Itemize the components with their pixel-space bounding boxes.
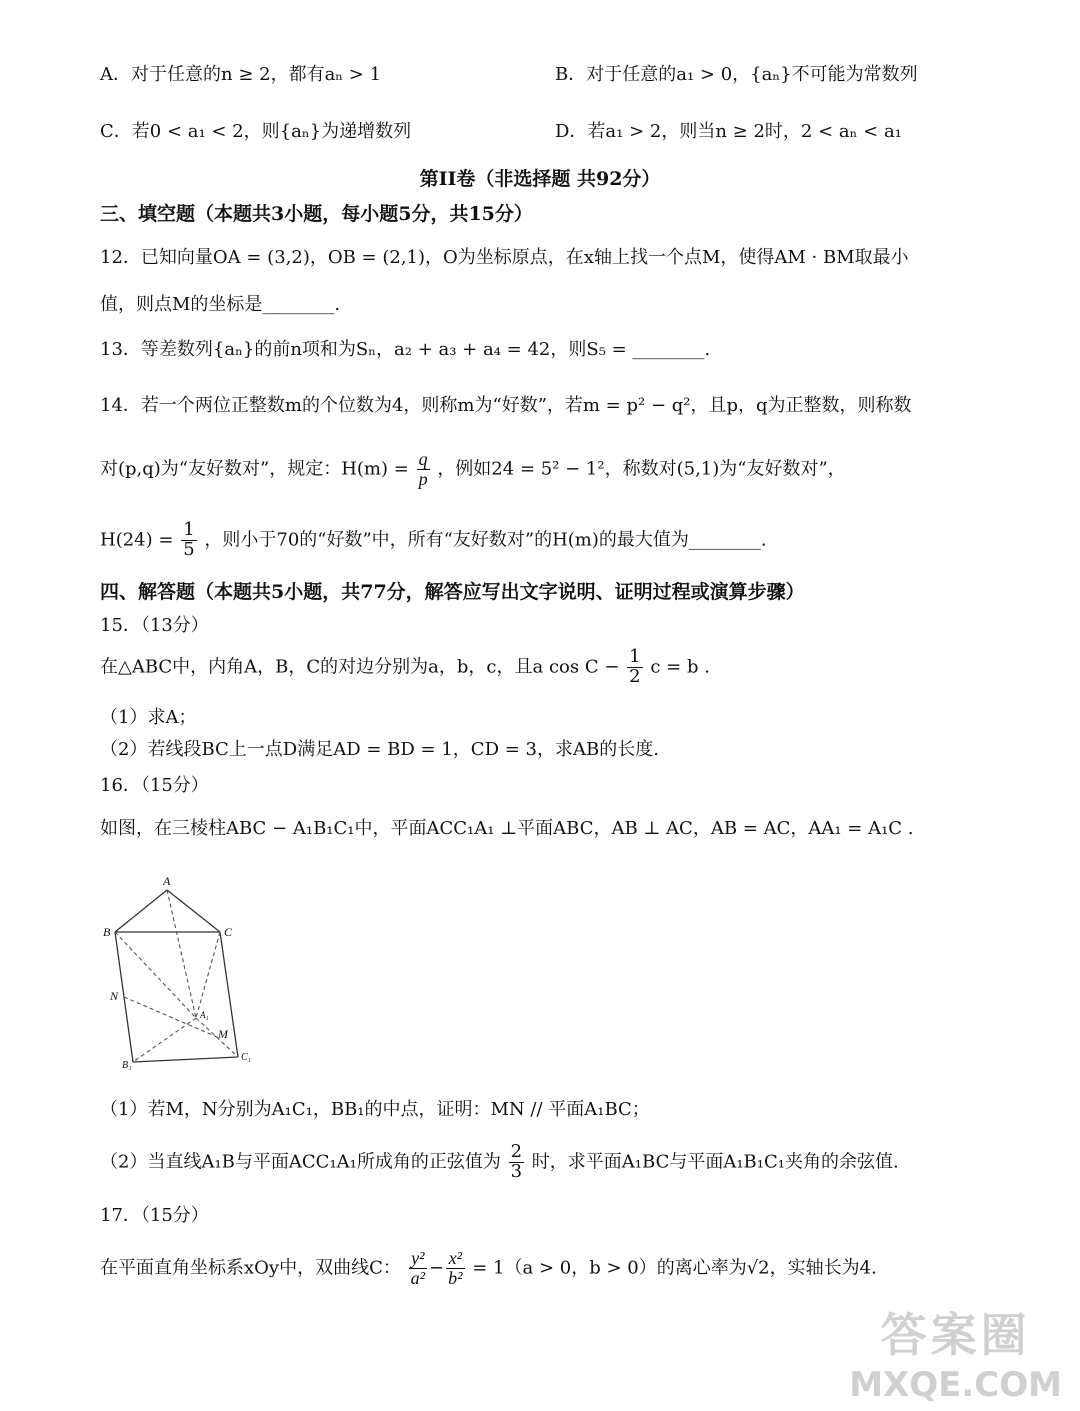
q15-frac-den: 2: [629, 665, 641, 687]
q14-frac2-num: 1: [183, 519, 195, 540]
edge-ba1: [115, 932, 196, 1018]
q15-stem: [100, 648, 710, 687]
q14-fraction-2: [181, 521, 196, 560]
q17-fraction-2: [446, 1249, 464, 1288]
q17-stem-pre: 在平面直角坐标系xOy中，双曲线C：: [100, 1257, 401, 1279]
label-m: M: [218, 1027, 228, 1041]
q14-frac-den: p: [418, 468, 428, 489]
q16-part2-pre: （2）当直线A₁B与平面ACC₁A₁所成角的正弦值为: [100, 1151, 501, 1173]
label-n: N: [110, 989, 119, 1003]
q15-frac-num: 1: [629, 646, 641, 667]
part4-heading: 四、解答题（本题共5小题，共77分，解答应写出文字说明、证明过程或演算步骤）: [100, 581, 805, 603]
option-d: D．若a₁ > 2，则当n ≥ 2时，2 < aₙ < a₁: [555, 121, 902, 142]
part3-heading: 三、填空题（本题共3小题，每小题5分，共15分）: [100, 203, 533, 225]
q17-frac1-den: a²: [410, 1267, 425, 1288]
q17-minus: −: [429, 1257, 445, 1279]
q14-frac2-den: 5: [183, 538, 195, 560]
q15-head: 15．（13分）: [100, 615, 209, 636]
q17-frac1-num: y²: [409, 1249, 427, 1269]
q14-line3: [100, 521, 767, 560]
prism-figure: [100, 870, 270, 1070]
q15-stem-post: c = b .: [650, 656, 710, 678]
q15-part1: （1）求A；: [100, 707, 197, 728]
q14-line3-pre: H(24) =: [100, 529, 174, 551]
q16-frac-den: 3: [510, 1160, 523, 1182]
q16-fraction: [509, 1143, 524, 1182]
q17-stem: [100, 1249, 877, 1288]
q14-line2: [100, 450, 846, 489]
q16-part1: （1）若M，N分别为A₁C₁，BB₁的中点，证明：MN // 平面A₁BC；: [100, 1099, 650, 1120]
label-b: B: [103, 925, 111, 939]
watermark: [849, 1299, 1062, 1405]
edge-a1b1: [133, 1018, 196, 1062]
edge-b1c1: [133, 1057, 238, 1062]
label-a1: A₁: [200, 1010, 209, 1020]
q15-stem-pre: 在△ABC中，内角A，B，C的对边分别为a，b，c，且a cos C −: [100, 656, 620, 678]
edge-a1c1: [196, 1018, 238, 1057]
q12-line2: 值，则点M的坐标是________.: [100, 294, 341, 315]
watermark-logo: 答案圈: [880, 1308, 1031, 1362]
q17-frac2-den: b²: [448, 1267, 463, 1288]
edge-ca1: [196, 932, 220, 1018]
label-b1: B₁: [122, 1060, 132, 1070]
label-c1: C₁: [241, 1052, 252, 1063]
option-b: B．对于任意的a₁ > 0，{aₙ}不可能为常数列: [555, 64, 918, 85]
q12-line1: 12．已知向量OA = (3,2)，OB = (2,1)，O为坐标原点，在x轴上找一个点M，使得AM · BM取最小: [100, 247, 909, 268]
q14-line3-post: ，则小于70的“好数”中，所有“友好数对”的H(m)的最大值为________.: [204, 529, 767, 551]
option-c: C．若0 < a₁ < 2，则{aₙ}为递增数列: [100, 121, 412, 142]
q15-fraction: [627, 648, 642, 687]
q14-frac-num: q: [418, 449, 428, 469]
label-a: A: [163, 874, 171, 888]
q17-fraction-1: [409, 1249, 427, 1288]
q17-stem-post: = 1（a > 0，b > 0）的离心率为√2，实轴长为4.: [472, 1257, 877, 1279]
q16-frac-num: 2: [510, 1141, 523, 1162]
watermark-url: MXQE.COM: [849, 1365, 1062, 1405]
q15-part2: （2）若线段BC上一点D满足AD = BD = 1，CD = 3，求AB的长度.: [100, 739, 659, 760]
q13: 13．等差数列{aₙ}的前n项和为Sₙ，a₂ + a₃ + a₄ = 42，则S₅ = ________.: [100, 339, 711, 360]
q16-stem: 如图，在三棱柱ABC − A₁B₁C₁中，平面ACC₁A₁ ⊥平面ABC，AB ⊥ AC，AB = AC，AA₁ = A₁C .: [100, 818, 914, 839]
q16-part2: [100, 1143, 899, 1182]
q17-frac2-num: x²: [446, 1249, 464, 1269]
q14-fraction: [417, 450, 430, 489]
option-a: A．对于任意的n ≥ 2，都有aₙ > 1: [100, 64, 382, 85]
q14-line1: 14．若一个两位正整数m的个位数为4，则称m为“好数”，若m = p² − q²，且p，q为正整数，则称数: [100, 395, 912, 416]
section-title: 第II卷（非选择题 共92分）: [419, 168, 661, 190]
q17-head: 17．（15分）: [100, 1205, 209, 1226]
q16-head: 16．（15分）: [100, 775, 209, 796]
q14-line2-post: ，例如24 = 5² − 1²，称数对(5,1)为“友好数对”，: [437, 458, 846, 480]
q14-line2-pre: 对(p,q)为“友好数对”，规定：H(m) =: [100, 458, 409, 480]
q16-part2-post: 时，求平面A₁BC与平面A₁B₁C₁夹角的余弦值.: [531, 1151, 899, 1173]
edge-ab: [115, 890, 167, 932]
label-c: C: [224, 925, 233, 939]
